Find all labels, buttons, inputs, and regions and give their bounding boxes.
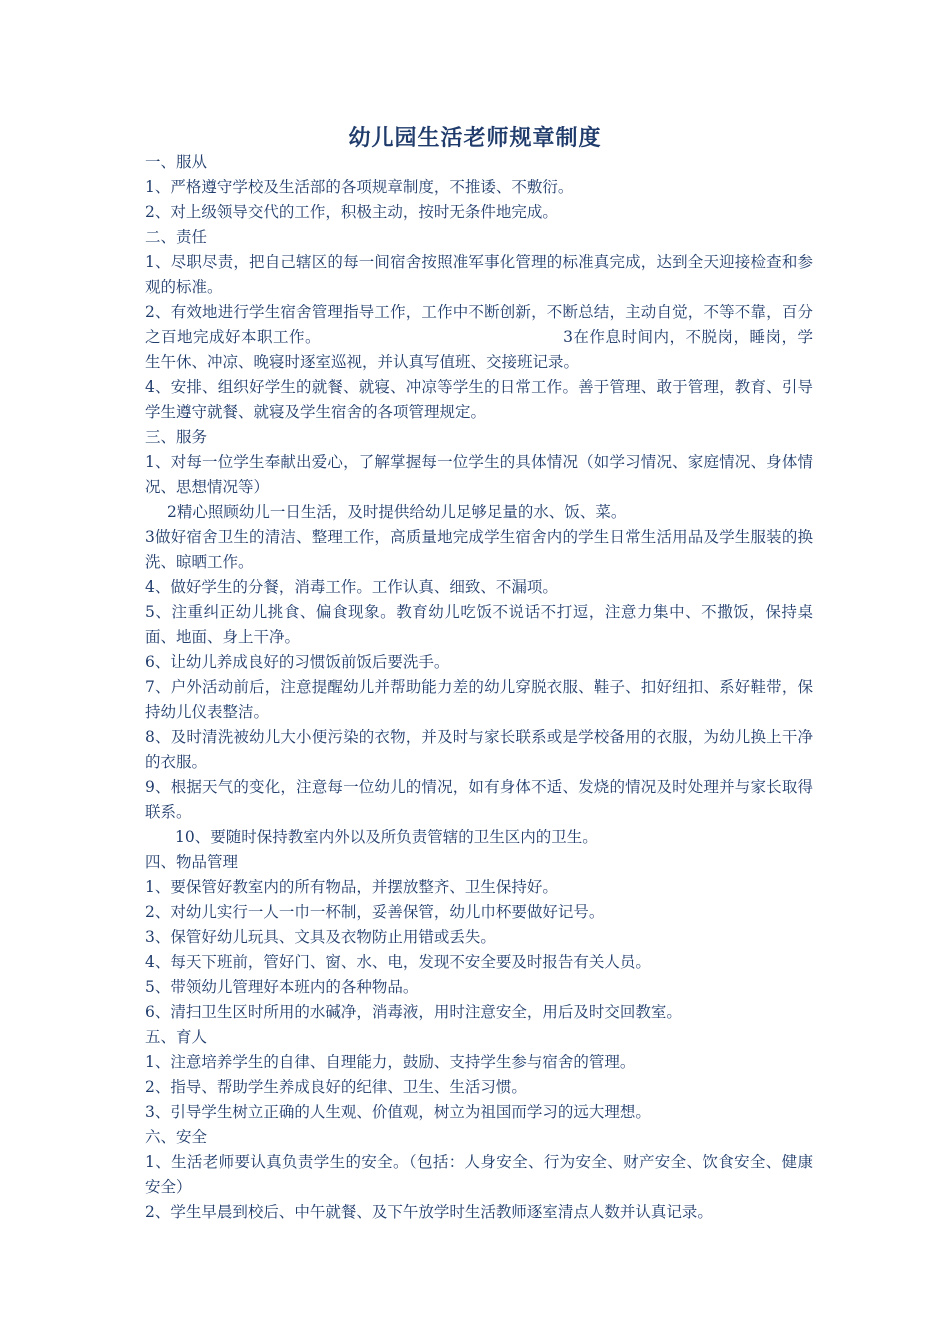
paragraph: 1、尽职尽责，把自己辖区的每一间宿舍按照准军事化管理的标准真完成，达到全天迎接检查和参观的标准。	[145, 253, 813, 296]
paragraph: 2、对上级领导交代的工作，积极主动，按时无条件地完成。	[145, 203, 558, 221]
paragraph: 6、让幼儿养成良好的习惯饭前饭后要洗手。	[145, 653, 450, 671]
paragraph	[145, 300, 813, 375]
paragraph: 1、严格遵守学校及生活部的各项规章制度，不推诿、不敷衍。	[145, 178, 574, 196]
paragraph: 9、根据天气的变化，注意每一位幼儿的情况，如有身体不适、发烧的情况及时处理并与家长取得联系。	[145, 778, 813, 821]
paragraph: 4、安排、组织好学生的就餐、就寝、冲凉等学生的日常工作。善于管理、敢于管理，教育、引导学生遵守就餐、就寝及学生宿舍的各项管理规定。	[145, 378, 813, 421]
paragraph: 8、及时清洗被幼儿大小便污染的衣物，并及时与家长联系或是学校备用的衣服，为幼儿换上干净的衣服。	[145, 728, 813, 771]
paragraph: 3做好宿舍卫生的清洁、整理工作，高质量地完成学生宿舍内的学生日常生活用品及学生服装的换洗、晾晒工作。	[145, 528, 813, 571]
paragraph: 5、带领幼儿管理好本班内的各种物品。	[145, 978, 419, 996]
paragraph-part: 3在作息时间内，不脱岗，睡岗，学生午休、冲凉、晚寝时逐室巡视，并认真写值班、交接班记录。	[145, 328, 813, 371]
paragraph-part: 2、有效地进行学生宿舍管理指导工作，工作中不断创新，不断总结，主动自觉，不等不靠，百分之百地完成好本职工作。	[145, 303, 813, 346]
section-heading: 四、物品管理	[145, 853, 239, 871]
paragraph: 7、户外活动前后，注意提醒幼儿并帮助能力差的幼儿穿脱衣服、鞋子、扣好纽扣、系好鞋带，保持幼儿仪表整洁。	[145, 678, 813, 721]
paragraph: 1、注意培养学生的自律、自理能力，鼓励、支持学生参与宿舍的管理。	[145, 1053, 636, 1071]
paragraph: 3、保管好幼儿玩具、文具及衣物防止用错或丢失。	[145, 928, 496, 946]
section-heading: 一、服从	[145, 153, 208, 171]
paragraph: 5、注重纠正幼儿挑食、偏食现象。教育幼儿吃饭不说话不打逗，注意力集中、不撒饭，保持桌面、地面、身上干净。	[145, 603, 813, 646]
paragraph: 2、学生早晨到校后、中午就餐、及下午放学时生活教师逐室清点人数并认真记录。	[145, 1203, 713, 1221]
document-title: 幼儿园生活老师规章制度	[348, 125, 602, 151]
paragraph: 1、对每一位学生奉献出爱心，了解掌握每一位学生的具体情况（如学习情况、家庭情况、身体情况、思想情况等）	[145, 453, 813, 496]
paragraph: 4、做好学生的分餐，消毒工作。工作认真、细致、不漏项。	[145, 578, 558, 596]
paragraph: 1、生活老师要认真负责学生的安全。（包括：人身安全、行为安全、财产安全、饮食安全、健康安全）	[145, 1153, 813, 1196]
paragraph: 2、指导、帮助学生养成良好的纪律、卫生、生活习惯。	[145, 1078, 527, 1096]
paragraph: 2精心照顾幼儿一日生活，及时提供给幼儿足够足量的水、饭、菜。	[167, 503, 627, 521]
section-heading: 五、育人	[145, 1028, 208, 1046]
paragraph: 2、对幼儿实行一人一巾一杯制，妥善保管，幼儿巾杯要做好记号。	[145, 903, 605, 921]
section-heading: 六、安全	[145, 1128, 208, 1146]
section-heading: 二、责任	[145, 228, 208, 246]
paragraph: 6、清扫卫生区时所用的水碱净，消毒液，用时注意安全，用后及时交回教室。	[145, 1003, 682, 1021]
paragraph: 3、引导学生树立正确的人生观、价值观，树立为祖国而学习的远大理想。	[145, 1103, 651, 1121]
paragraph: 10、要随时保持教室内外以及所负责管辖的卫生区内的卫生。	[175, 828, 598, 846]
document-body	[145, 150, 813, 1225]
paragraph: 4、每天下班前，管好门、窗、水、电，发现不安全要及时报告有关人员。	[145, 953, 651, 971]
section-heading: 三、服务	[145, 428, 208, 446]
paragraph: 1、要保管好教室内的所有物品，并摆放整齐、卫生保持好。	[145, 878, 558, 896]
